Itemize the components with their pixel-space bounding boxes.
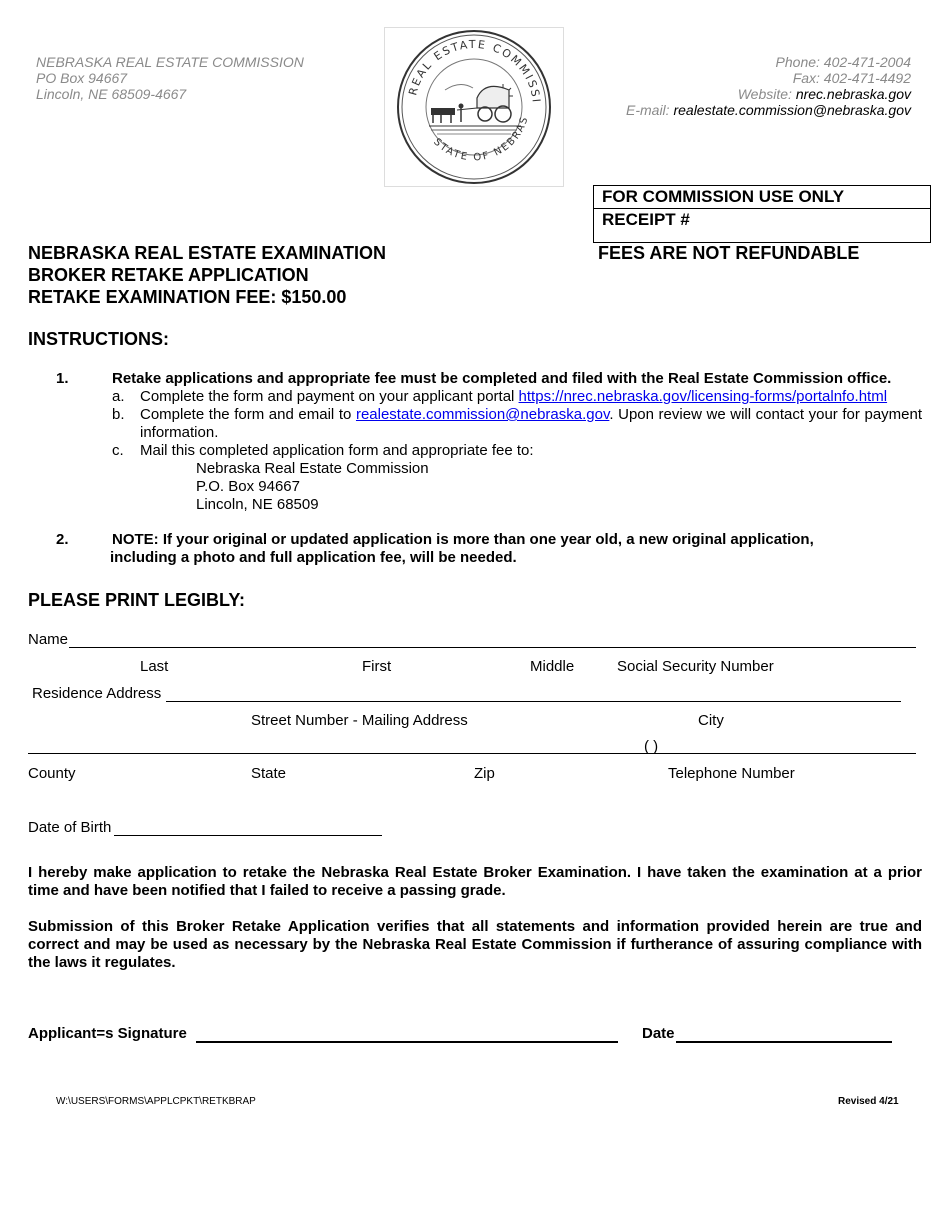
statement-verification: Submission of this Broker Retake Application verifies that all statements and information provided herein are true and correct and may be used as necessary by the Nebraska Real Estate Commission if furtherance of assuring compliance with the laws it regulates. <box>28 918 922 971</box>
title-block <box>28 242 386 308</box>
fees-not-refundable: FEES ARE NOT REFUNDABLE <box>598 243 860 263</box>
last-label: Last <box>140 658 169 675</box>
dob-label: Date of Birth <box>28 819 112 836</box>
residence-label: Residence Address <box>32 685 162 702</box>
contact-block <box>626 54 911 118</box>
mail-city: Lincoln, NE 68509 <box>196 496 319 513</box>
seal-bottom-text: STATE OF NEBRAS <box>431 114 531 164</box>
org-address-block <box>36 54 304 102</box>
commission-use-title: FOR COMMISSION USE ONLY <box>594 186 930 209</box>
seal-icon <box>385 28 563 186</box>
item-c-text: Mail this completed application form and appropriate fee to: <box>140 442 534 459</box>
middle-label: Middle <box>530 658 575 675</box>
mailing-address <box>196 460 429 514</box>
print-legibly-heading: PLEASE PRINT LEGIBLY: <box>28 590 246 610</box>
title-line-3: RETAKE EXAMINATION FEE: $150.00 <box>28 287 347 307</box>
zip-label: Zip <box>474 765 495 782</box>
state-seal <box>384 27 564 187</box>
website-link[interactable]: nrec.nebraska.gov <box>795 86 911 102</box>
item-b-label: b. <box>112 406 125 423</box>
statement-retake: I hereby make application to retake the Nebraska Real Estate Broker Examination. I have taken the examination at a prior time and have been notified that I failed to receive a passing grade. <box>28 864 922 899</box>
title-line-2: BROKER RETAKE APPLICATION <box>28 265 309 285</box>
item1-number: 1. <box>56 370 69 387</box>
item-a-label: a. <box>112 388 125 405</box>
phone-area-parens: ( ) <box>644 738 659 755</box>
residence-field-line[interactable] <box>166 701 901 702</box>
org-name: NEBRASKA REAL ESTATE COMMISSION <box>36 54 304 70</box>
org-po-box: PO Box 94667 <box>36 70 128 86</box>
receipt-label: RECEIPT # <box>602 210 690 229</box>
seal-top-text: REAL ESTATE COMMISSI <box>406 37 543 105</box>
commission-use-box <box>593 185 931 243</box>
signature-field-line[interactable] <box>196 1041 618 1043</box>
item2-line-2: including a photo and full application fee, will be needed. <box>110 549 517 566</box>
mail-box: P.O. Box 94667 <box>196 478 300 495</box>
portal-link[interactable]: https://nrec.nebraska.gov/licensing-forms/portalnfo.html <box>518 388 888 405</box>
name-label: Name <box>28 631 69 648</box>
website-line: Website: nrec.nebraska.gov <box>737 86 911 102</box>
state-label: State <box>251 765 287 782</box>
ssn-label: Social Security Number <box>617 658 774 675</box>
name-field-line[interactable] <box>69 647 916 648</box>
street-label: Street Number - Mailing Address <box>251 712 468 729</box>
item-a: Complete the form and payment on your applicant portal https://nrec.nebraska.gov/licensing-forms/portalnfo.html <box>140 388 888 405</box>
phone: Phone: 402-471-2004 <box>775 54 911 70</box>
title-line-1: NEBRASKA REAL ESTATE EXAMINATION <box>28 243 387 263</box>
dob-field-line[interactable] <box>114 835 382 836</box>
email-line: E-mail: realestate.commission@nebraska.gov <box>626 102 911 118</box>
telephone-label: Telephone Number <box>668 765 795 782</box>
date-field-line[interactable] <box>676 1041 892 1043</box>
signature-label: Applicant=s Signature <box>28 1025 187 1042</box>
org-city: Lincoln, NE 68509-4667 <box>36 86 187 102</box>
item1-text: Retake applications and appropriate fee must be completed and filed with the Real Estate Commission office. <box>112 370 892 387</box>
mail-name: Nebraska Real Estate Commission <box>196 460 429 477</box>
item-c-label: c. <box>112 442 124 459</box>
date-label: Date <box>642 1025 675 1042</box>
instructions-heading: INSTRUCTIONS: <box>28 329 169 349</box>
county-label: County <box>28 765 76 782</box>
item2-line-1: NOTE: If your original or updated application is more than one year old, a new original application, <box>112 531 814 548</box>
first-label: First <box>362 658 392 675</box>
footer-path: W:\USERS\FORMS\APPLCPKT\RETKBRAP <box>56 1096 256 1107</box>
county-state-zip-phone-line[interactable] <box>28 753 916 754</box>
email-link[interactable]: realestate.commission@nebraska.gov <box>673 102 911 118</box>
item-b: Complete the form and email to realestate.commission@nebraska.gov. Upon review we will contact your for payment information. <box>140 406 923 441</box>
item2-number: 2. <box>56 531 69 548</box>
email-link-instructions[interactable]: realestate.commission@nebraska.gov <box>355 406 610 423</box>
fax: Fax: 402-471-4492 <box>792 70 911 86</box>
footer-revised: Revised 4/21 <box>838 1096 899 1107</box>
city-label: City <box>698 712 724 729</box>
